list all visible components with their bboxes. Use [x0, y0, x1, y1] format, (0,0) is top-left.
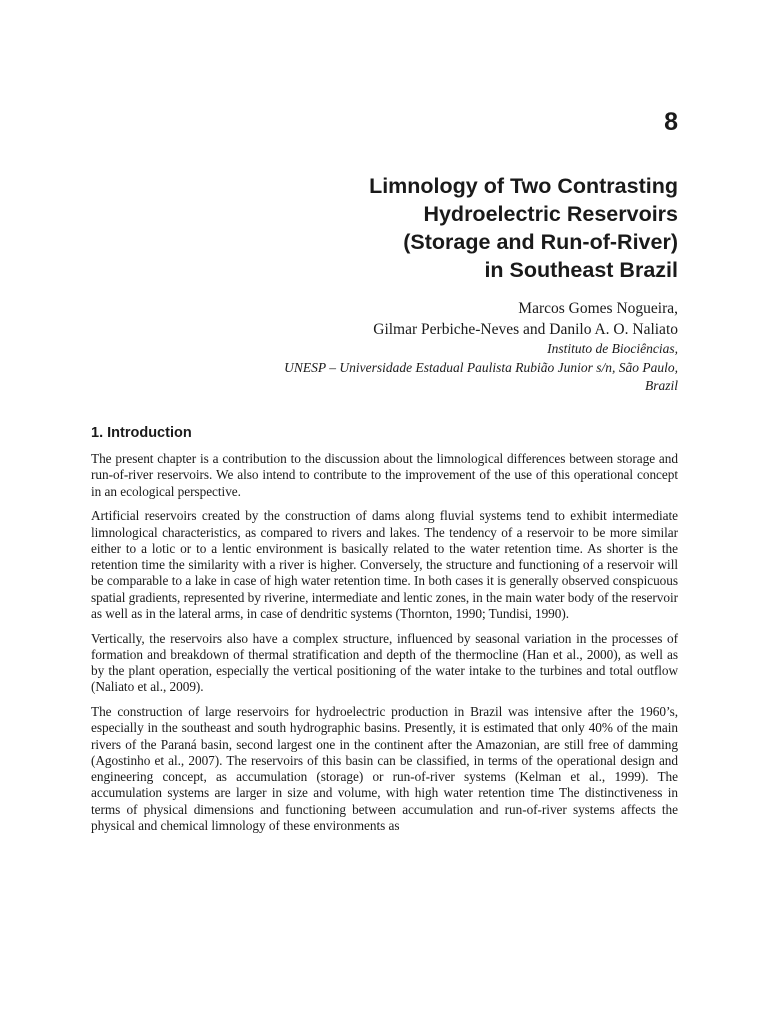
affiliation-line: Brazil: [644, 378, 678, 393]
chapter-title-line: Hydroelectric Reservoirs: [423, 202, 678, 226]
author-line: Gilmar Perbiche-Neves and Danilo A. O. Naliato: [373, 321, 678, 338]
chapter-title-line: in Southeast Brazil: [484, 258, 678, 282]
body-paragraph: Artificial reservoirs created by the construction of dams along fluvial systems tend to exhibit intermediate limnological characteristics, as compared to rivers and lakes. The tendency of a reservoir to be more similar either to a lotic or to a lentic environment is basically related to the water retention time. As shorter is the retention time the similarity with a river is higher. Conversely, the structure and functioning of a reservoir will be comparable to a lake in case of high water retention time. In both cases it is generally observed conspicuous spatial gradients, represented by riverine, intermediate and lentic zones, in the main water body of the reservoir as well as in the lateral arms, in case of dendritic systems (Thornton, 1990; Tundisi, 1990).: [91, 508, 678, 621]
author-list: [91, 298, 678, 340]
chapter-title: [91, 172, 678, 284]
chapter-title-line: (Storage and Run-of-River): [403, 230, 678, 254]
author-line: Marcos Gomes Nogueira,: [518, 300, 678, 317]
affiliation-line: UNESP – Universidade Estadual Paulista Rubião Junior s/n, São Paulo,: [284, 359, 678, 375]
chapter-number: 8: [664, 108, 678, 136]
affiliation: [91, 340, 678, 396]
affiliation-line: Instituto de Biociências,: [547, 341, 678, 356]
section-body: [91, 451, 678, 843]
chapter-title-line: Limnology of Two Contrasting: [369, 174, 678, 198]
document-page: [91, 0, 678, 1024]
body-paragraph: The present chapter is a contribution to the discussion about the limnological differences between storage and run-of-river reservoirs. We also intend to contribute to the improvement of the use of this operational concept in an ecological perspective.: [91, 451, 678, 499]
section-heading: 1. Introduction: [91, 425, 192, 441]
body-paragraph: The construction of large reservoirs for hydroelectric production in Brazil was intensive after the 1960’s, especially in the southeast and south hydrographic basins. Presently, it is estimated that only 40% of the main rivers of the Paraná basin, second largest one in the continent after the Amazonian, are still free of damming (Agostinho et al., 2007). The reservoirs of this basin can be classified, in terms of the operational design and engineering concept, as accumulation (storage) or run-of-river systems (Kelman et al., 1999). The accumulation systems are larger in size and volume, with high water retention time The distinctiveness in terms of physical dimensions and functioning between accumulation and run-of-river systems affects the physical and chemical limnology of these environments as: [91, 704, 678, 833]
body-paragraph: Vertically, the reservoirs also have a complex structure, influenced by seasonal variation in the processes of formation and breakdown of thermal stratification and depth of the thermocline (Han et al., 2000), as well as by the plant operation, especially the vertical positioning of the water intake to the turbines and total outflow (Naliato et al., 2009).: [91, 630, 678, 695]
